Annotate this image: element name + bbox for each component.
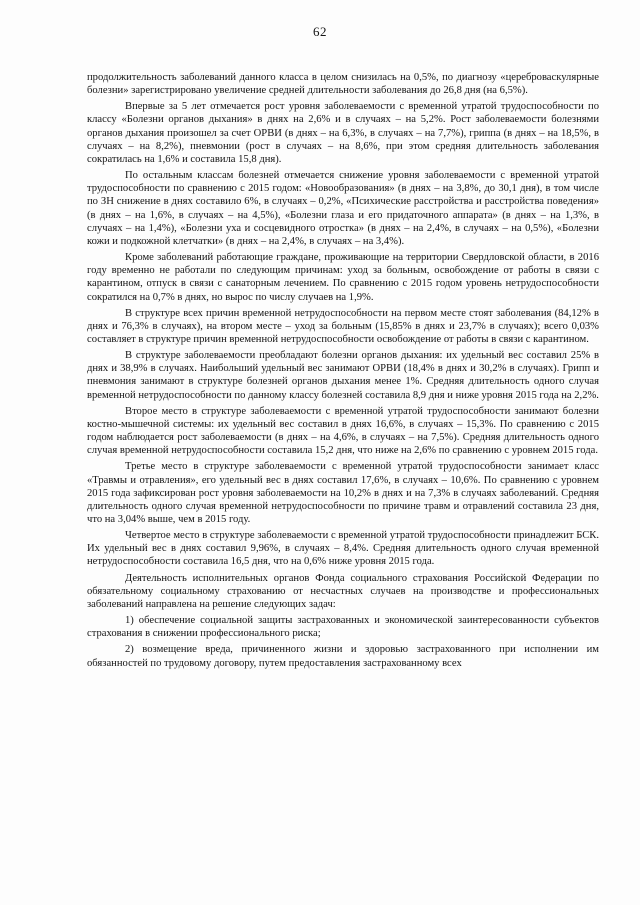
paragraph-10: Деятельность исполнительных органов Фонда социального страхования Российской Федерации по обязательному социальному страхованию от несчастных случаев на производстве и профессиональных заболеваний направлена на решение следующих задач: [87,572,599,610]
paragraph-8: Третье место в структуре заболеваемости с временной утратой трудоспособности занимает класс «Травмы и отравления», его удельный вес в днях составил 17,6%, в случаях – 10,6%. По сравнению с уровнем 2015 года зафиксирован рост уровня заболеваемости на 10,2% в днях и на 7,3% в случаях заболеваний. Средняя длительность одного случая временной нетрудоспособности по причине травм и отравлений составила 23 дня, что на 3,04% выше, чем в 2015 году. [87,461,599,525]
paragraph-6: В структуре заболеваемости преобладают болезни органов дыхания: их удельный вес составил 25% в днях и 38,9% в случаях. Наибольший удельный вес занимают ОРВИ (18,4% в днях и 30,2% в случаях). Грипп и пневмония занимают в структуре болезней органов дыхания менее 1%. Средняя длительность одного случая временной нетрудоспособности по данному классу болезней составила 8,9 дня и ниже уровня 2015 года на 2,2%. [87,350,599,401]
paragraph-7: Второе место в структуре заболеваемости с временной утратой трудоспособности занимают болезни костно-мышечной системы: их удельный вес составил в днях 16,6%, в случаях – 15,3%. По сравнению с 2015 годом наблюдается рост заболеваемости (в днях – на 4,6%, в случаях – на 7,5%). Средняя длительность одного случая временной нетрудоспособности составила 15,2 дня, что ниже на 2,6% по сравнению с уровнем 2015 года. [87,405,599,457]
page-number: 62 [313,24,327,39]
paragraph-9: Четвертое место в структуре заболеваемости с временной утратой трудоспособности принадлежит БСК. Их удельный вес в днях составил 9,96%, в случаях – 8,4%. Средняя длительность одного случая временной нетрудоспособности составила 16,5 дня, что на 0,6% ниже уровня 2015 года. [87,530,599,568]
list-item-1: 1) обеспечение социальной защиты застрахованных и экономической заинтересованности субъектов страхования в снижении профессионального риска; [87,615,599,640]
paragraph-5: В структуре всех причин временной нетрудоспособности на первом месте стоят заболевания (84,12% в днях и 76,3% в случаях), на втором месте – уход за больным (15,85% в днях и 23,7% в случаях); всего 0,03% составляет в структуре причин временной нетрудоспособности освобождение от работы в связи с карантином. [87,307,599,345]
paragraph-4: Кроме заболеваний работающие граждане, проживающие на территории Свердловской области, в 2016 году временно не работали по следующим причинам: уход за больным, освобождение от работы в связи с карантином, отпуск в связи с санаторным лечением. По сравнению с 2015 годом уровень нетрудоспособности сократился на 0,7% в днях, но вырос по числу случаев на 1,9%. [87,252,599,303]
paragraph-2: Впервые за 5 лет отмечается рост уровня заболеваемости с временной утратой трудоспособности по классу «Болезни органов дыхания» в днях на 2,6% и в случаях – на 5,2%. Рост заболеваемости болезнями органов дыхания произошел за счет ОРВИ (в днях – на 6,3%, в случаях – на 7,7%), гриппа (в днях – на 18,5%, в случаях – на 8,2%), пневмонии (рост в случаях – на 8,6%, при этом средняя длительность заболевания сократилась на 1,6% и составила 15,8 дня). [87,101,599,165]
page-body [87,71,599,673]
paragraph-1: продолжительность заболеваний данного класса в целом снизилась на 0,5%, по диагнозу «цереброваскулярные болезни» зарегистрировано увеличение средней длительности заболевания до 26,8 дня (на 6,5%). [87,72,599,97]
list-item-2: 2) возмещение вреда, причиненного жизни и здоровью застрахованного при исполнении им обязанностей по трудовому договору, путем предоставления застрахованному всех [87,644,599,669]
paragraph-3: По остальным классам болезней отмечается снижение уровня заболеваемости с временной утратой трудоспособности по сравнению с 2015 годом: «Новообразования» (в днях – на 3,8%, до 30,1 дня), в том числе по ЗН снижение в днях составило 6%, в случаях – 0,2%, «Психические расстройства и расстройства поведения» (в днях – на 1,6%, в случаях – на 4,5%), «Болезни глаза и его придаточного аппарата» (в днях – на 1,3%, в случаях – на 1,4%), «Болезни уха и сосцевидного отростка» (в днях – на 2,4%, в случаях – на 0,5%), «Болезни кожи и подкожной клетчатки» (в днях – на 2,4%, в случаях – на 3,4%). [87,170,599,247]
